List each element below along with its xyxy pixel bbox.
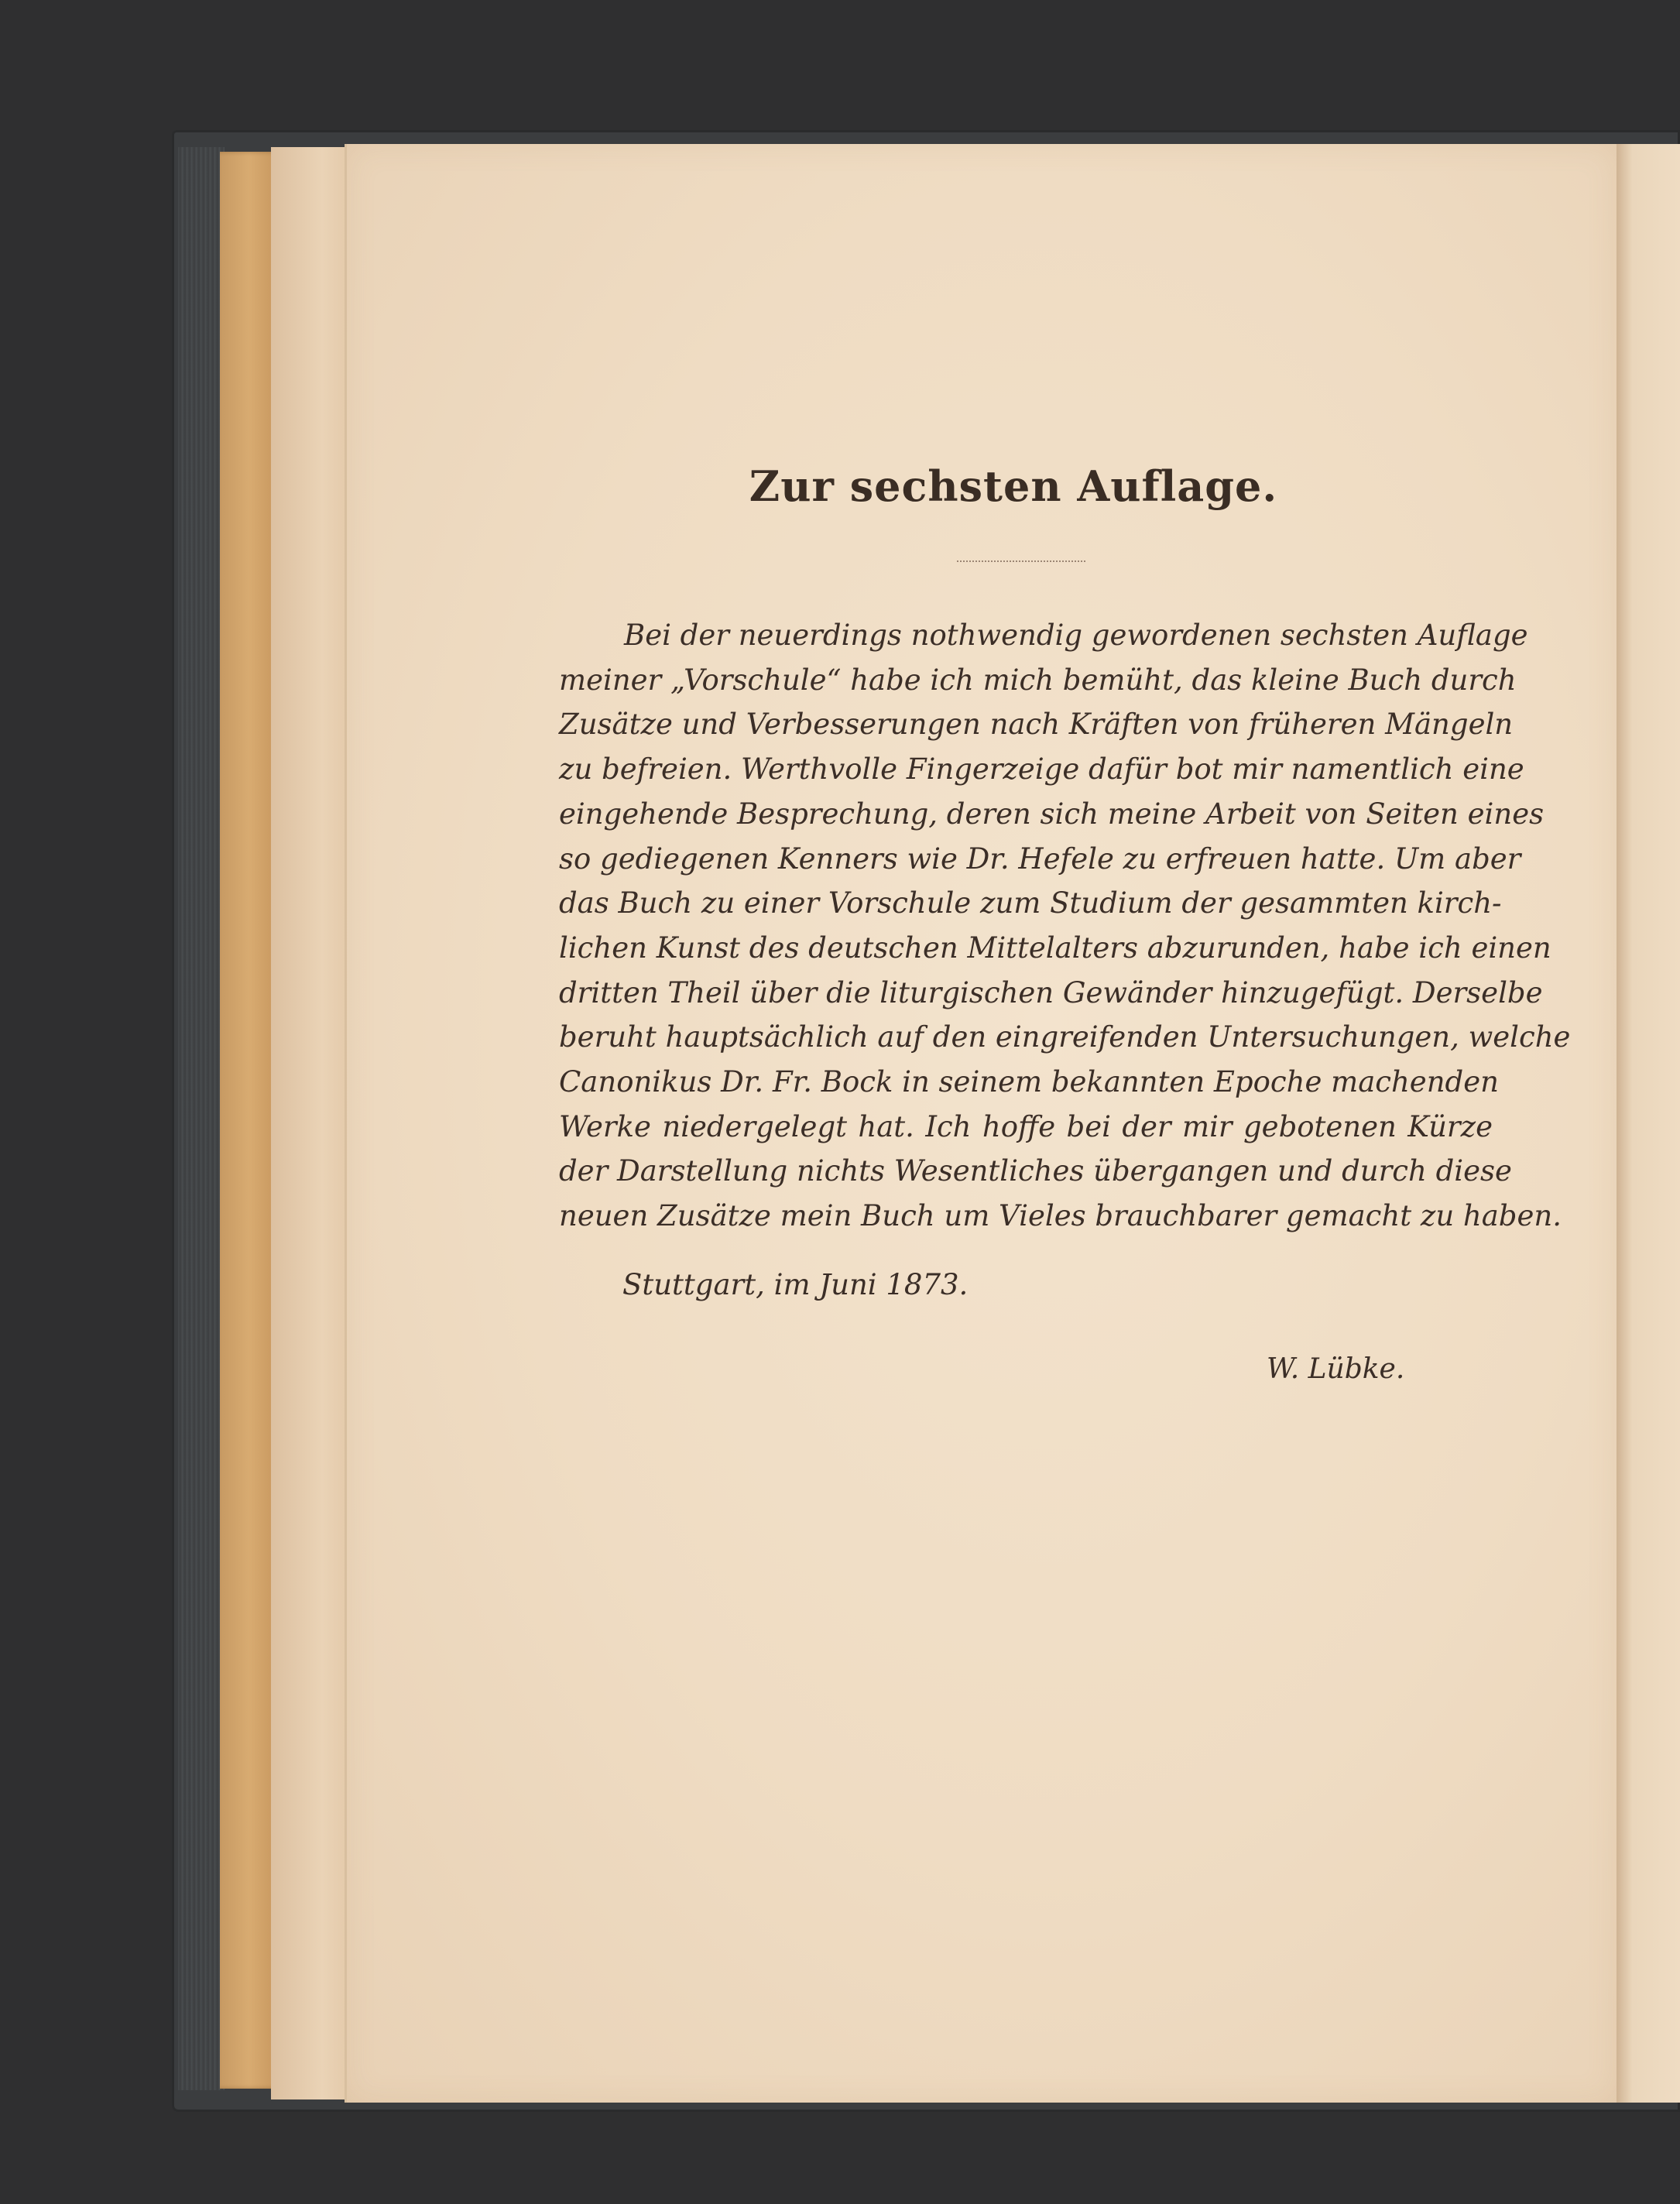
page-title: Zur sechsten Auflage. — [749, 461, 1278, 511]
text-line: Werke niedergelegt hat. Ich hoffe bei der mir gebotenen Kürze — [559, 1109, 1493, 1143]
text-line: meiner „Vorschule“ habe ich mich bemüht, das kleine Buch durch — [559, 663, 1517, 697]
preface-text — [559, 613, 1571, 1239]
text-line: lichen Kunst des deutschen Mittelalters abzurunden, habe ich einen — [559, 931, 1551, 965]
place-date: Stuttgart, im Juni 1873. — [622, 1268, 969, 1301]
text-line: neuen Zusätze mein Buch um Vieles brauchbarer gemacht zu haben. — [559, 1199, 1562, 1233]
flyleaf — [271, 147, 356, 2099]
text-line: Bei der neuerdings nothwendig gewordenen sechsten Auflage — [624, 619, 1528, 652]
text-line: so gediegenen Kenners wie Dr. Hefele zu erfreuen hatte. Um aber — [559, 841, 1521, 876]
cover-cloth-edge — [178, 147, 225, 2090]
text-line: das Buch zu einer Vorschule zum Studium der gesammten kirch- — [559, 886, 1502, 920]
text-line: dritten Theil über die liturgischen Gewänder hinzugefügt. Derselbe — [559, 975, 1543, 1009]
text-line: zu befreien. Werthvolle Fingerzeige dafür bot mir namentlich eine — [559, 752, 1524, 787]
decorative-rule — [957, 554, 1085, 562]
text-line: der Darstellung nichts Wesentliches übergangen und durch diese — [559, 1154, 1512, 1188]
text-line: Canonikus Dr. Fr. Bock in seinem bekannten Epoche machenden — [559, 1065, 1499, 1099]
author-signature: W. Lübke. — [1267, 1353, 1405, 1385]
text-line: beruht hauptsächlich auf den eingreifenden Untersuchungen, welche — [559, 1020, 1571, 1054]
facing-page-edge — [1617, 144, 1680, 2103]
text-line: Zusätze und Verbesserungen nach Kräften von früheren Mängeln — [559, 708, 1514, 742]
text-line: eingehende Besprechung, deren sich meine Arbeit von Seiten eines — [559, 797, 1545, 831]
